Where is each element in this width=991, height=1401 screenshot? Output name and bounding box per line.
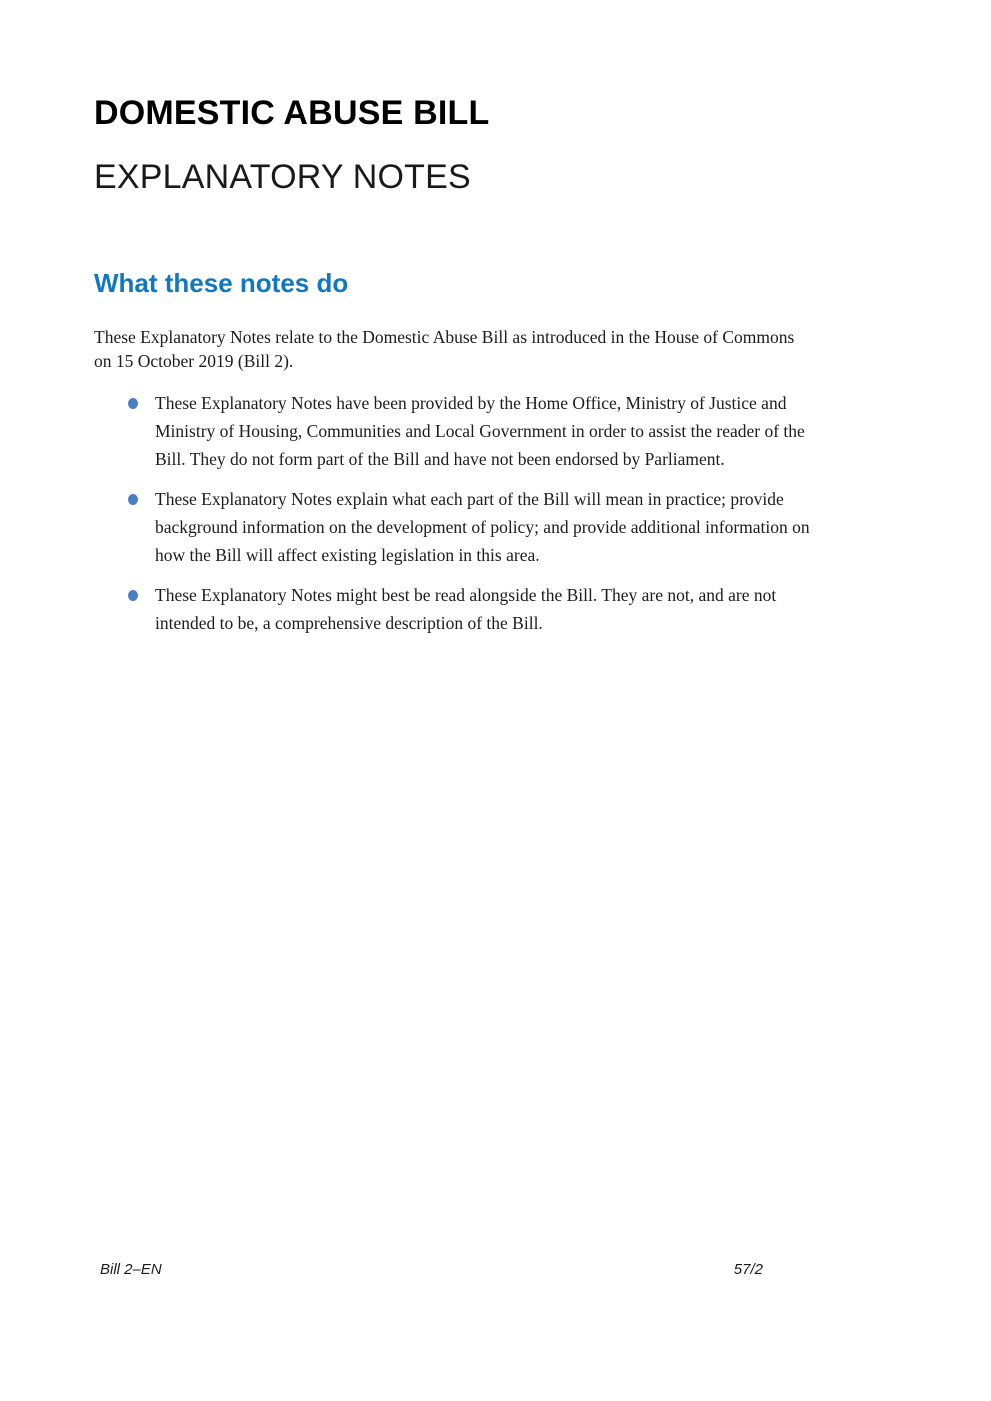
intro-line: on 15 October 2019 (Bill 2). (94, 351, 294, 371)
document-title: DOMESTIC ABUSE BILL (94, 94, 490, 132)
bullet-dot-icon (128, 590, 138, 601)
bullet-line: These Explanatory Notes explain what each part of the Bill will mean in practice; provide (155, 489, 784, 509)
bullet-text (155, 581, 911, 637)
intro-paragraph (94, 325, 911, 373)
bullet-text (155, 389, 911, 473)
section-heading: What these notes do (94, 268, 349, 298)
page-footer (0, 1259, 991, 1281)
bullet-line: Ministry of Housing, Communities and Local Government in order to assist the reader of the (155, 421, 805, 441)
bullet-list (94, 389, 911, 637)
bullet-line: These Explanatory Notes might best be read alongside the Bill. They are not, and are not (155, 585, 777, 605)
bullet-line: background information on the development of policy; and provide additional information on (155, 517, 810, 537)
intro-line: These Explanatory Notes relate to the Domestic Abuse Bill as introduced in the House of Commons (94, 327, 795, 347)
bullet-line: intended to be, a comprehensive description of the Bill. (155, 613, 543, 633)
bullet-item (94, 581, 911, 637)
bullet-dot-icon (128, 494, 138, 505)
bullet-line: Bill. They do not form part of the Bill and have not been endorsed by Parliament. (155, 449, 725, 469)
bullet-dot-icon (128, 398, 138, 409)
bullet-item (94, 485, 911, 569)
bullet-text (155, 485, 911, 569)
bullet-line: how the Bill will affect existing legislation in this area. (155, 545, 540, 565)
bullet-line: These Explanatory Notes have been provided by the Home Office, Ministry of Justice and (155, 393, 787, 413)
document-content (94, 0, 911, 637)
footer-bill-number: Bill 2–EN (100, 1261, 162, 1278)
footer-session-number: 57/2 (733, 1261, 763, 1278)
bullet-item (94, 389, 911, 473)
document-subtitle: EXPLANATORY NOTES (94, 158, 471, 196)
